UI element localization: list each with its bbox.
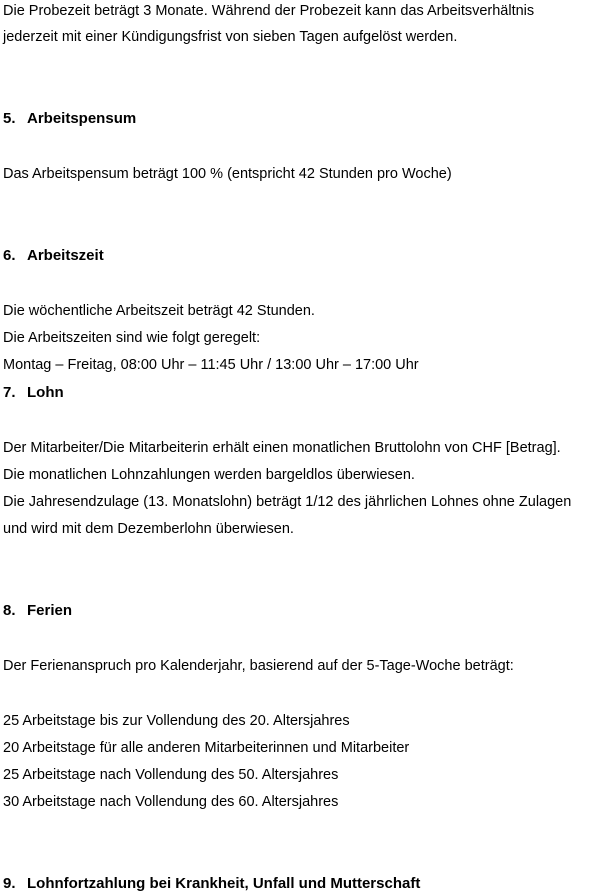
section-8-line-5: 30 Arbeitstage nach Vollendung des 60. Altersjahres <box>3 794 339 810</box>
section-5-heading <box>3 110 136 128</box>
section-7-title: Lohn <box>27 384 64 401</box>
section-9-number: 9. <box>3 875 16 892</box>
section-9-heading <box>3 875 420 893</box>
section-5-number: 5. <box>3 110 16 127</box>
section-7-line-3: Die Jahresendzulage (13. Monatslohn) beträgt 1/12 des jährlichen Lohnes ohne Zulagen <box>3 494 572 510</box>
section-9-title: Lohnfortzahlung bei Krankheit, Unfall und Mutterschaft <box>27 875 421 892</box>
section-5-line-1: Das Arbeitspensum beträgt 100 % (entspricht 42 Stunden pro Woche) <box>3 166 452 182</box>
section-8-line-3: 20 Arbeitstage für alle anderen Mitarbeiterinnen und Mitarbeiter <box>3 740 410 756</box>
section-8-number: 8. <box>3 602 16 619</box>
section-5-title: Arbeitspensum <box>27 110 137 127</box>
section-6-line-2: Die Arbeitszeiten sind wie folgt geregelt: <box>3 330 261 346</box>
section-6-line-3: Montag – Freitag, 08:00 Uhr – 11:45 Uhr / 13:00 Uhr – 17:00 Uhr <box>3 357 419 373</box>
section-8-line-2: 25 Arbeitstage bis zur Vollendung des 20. Altersjahres <box>3 713 350 729</box>
probation-line-2: jederzeit mit einer Kündigungsfrist von sieben Tagen aufgelöst werden. <box>3 29 458 45</box>
section-6-title: Arbeitszeit <box>27 247 104 264</box>
section-8-line-4: 25 Arbeitstage nach Vollendung des 50. Altersjahres <box>3 767 339 783</box>
section-6-number: 6. <box>3 247 16 264</box>
section-7-line-2: Die monatlichen Lohnzahlungen werden bargeldlos überwiesen. <box>3 467 415 483</box>
section-6-line-1: Die wöchentliche Arbeitszeit beträgt 42 Stunden. <box>3 303 315 319</box>
section-7-heading <box>3 384 64 402</box>
section-8-line-1: Der Ferienanspruch pro Kalenderjahr, basierend auf der 5-Tage-Woche beträgt: <box>3 658 514 674</box>
probation-line-1: Die Probezeit beträgt 3 Monate. Während der Probezeit kann das Arbeitsverhältnis <box>3 3 535 19</box>
section-8-heading <box>3 602 72 620</box>
section-7-line-1: Der Mitarbeiter/Die Mitarbeiterin erhält einen monatlichen Bruttolohn von CHF [Betrag]. <box>3 440 561 456</box>
section-7-line-4: und wird mit dem Dezemberlohn überwiesen. <box>3 521 294 537</box>
section-6-heading <box>3 247 104 265</box>
section-8-title: Ferien <box>27 602 73 619</box>
section-7-number: 7. <box>3 384 16 401</box>
